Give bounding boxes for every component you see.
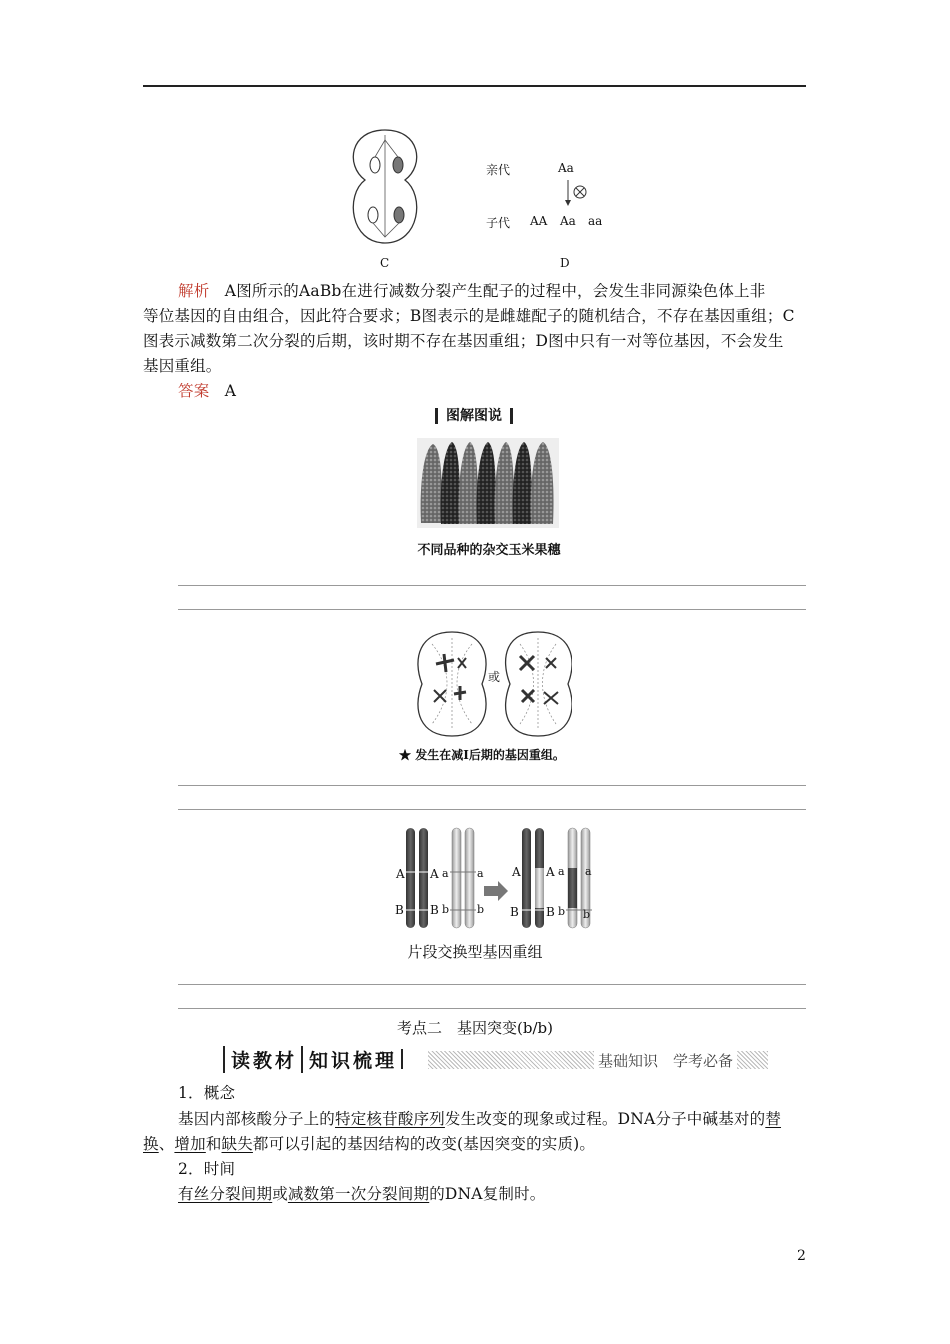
- item1-text-c: 、: [158, 1135, 175, 1153]
- item1-text-e: 都可以引起的基因结构的改变(基因突变的实质)。: [252, 1135, 596, 1153]
- item1-text-b: 发生改变的现象或过程。DNA分子中碱基对的: [444, 1110, 766, 1128]
- banner-2-left1: 读教材: [223, 1046, 301, 1073]
- xo-label-a3: a: [442, 867, 449, 880]
- corn-image: [417, 438, 559, 528]
- figure-c-cell: [340, 125, 430, 250]
- meiosis-caption-line: [399, 746, 565, 763]
- offspring-aa3: aa: [588, 214, 603, 228]
- xo-label-b8: b: [583, 908, 591, 921]
- banner-2-right: 基础知识 学考必备: [594, 1050, 737, 1071]
- answer-label: 答案: [178, 382, 210, 400]
- parent-label: 亲代: [486, 163, 511, 177]
- blank-line-4[interactable]: [178, 809, 806, 810]
- section-banner: [414, 405, 534, 425]
- banner-2: [223, 1045, 403, 1073]
- page-number: 2: [797, 1248, 806, 1264]
- answer-value: A: [224, 382, 237, 400]
- header-rule: [143, 85, 806, 87]
- meiosis-caption: 发生在减Ⅰ后期的基因重组。: [415, 748, 565, 762]
- blank-line-1[interactable]: [178, 585, 806, 586]
- or-label: 或: [488, 670, 501, 684]
- xo-label-b4: b: [477, 903, 485, 916]
- item1-underline-1: 特定核苷酸序列: [335, 1110, 445, 1128]
- xo-label-b1: B: [395, 903, 404, 917]
- item2-underline-1: 有丝分裂间期: [178, 1185, 273, 1203]
- analysis-line3: 图表示减数第二次分裂的后期，该时期不存在基因重组；D图中只有一对等位基因，不会发生: [143, 332, 784, 350]
- item1-underline-2: 替: [765, 1110, 782, 1128]
- selfing-arrow-icon: [560, 178, 590, 208]
- item1-line2: [143, 1132, 808, 1158]
- crossover-figure: [392, 824, 602, 934]
- offspring-aa2: Aa: [560, 214, 576, 228]
- parent-genotype: Aa: [558, 161, 574, 175]
- xo-label-a8: a: [585, 865, 592, 878]
- item1-underline-4: 增加: [174, 1135, 206, 1153]
- xo-label-a4: a: [477, 867, 484, 880]
- item2-line: [178, 1182, 810, 1208]
- item1-text-a: 基因内部核酸分子上的: [178, 1110, 336, 1128]
- item2-underline-2: 减数第一次分裂间期: [287, 1185, 430, 1203]
- analysis-line2: 等位基因的自由组合，因此符合要求；B图表示的是雌雄配子的随机结合，不存在基因重组；C: [143, 307, 795, 325]
- xo-label-b7: b: [558, 905, 566, 918]
- corn-caption: 不同品种的杂交玉米果穗: [417, 543, 561, 558]
- blank-line-2[interactable]: [178, 609, 806, 610]
- analysis-line1: [178, 279, 808, 305]
- crossover-caption: 片段交换型基因重组: [407, 943, 543, 961]
- xo-label-b5: B: [510, 905, 519, 919]
- item1-line1: [178, 1107, 810, 1133]
- xo-label-a5: A: [512, 865, 521, 879]
- blank-line-5[interactable]: [178, 984, 806, 985]
- label-d: D: [560, 256, 570, 270]
- xo-label-b6: B: [546, 905, 555, 919]
- star-icon: ★: [399, 748, 412, 762]
- item1-text-d: 和: [205, 1135, 222, 1153]
- xo-label-b2: B: [430, 903, 439, 917]
- banner-2-left2: 知识梳理: [301, 1046, 401, 1073]
- analysis-line4: 基因重组。: [143, 357, 222, 375]
- section-heading-2: 考点二 基因突变(b/b): [397, 1019, 553, 1037]
- analysis-text1: A图所示的AaBb在进行减数分裂产生配子的过程中，会发生非同源染色体上非: [224, 282, 766, 300]
- xo-label-b3: b: [442, 903, 450, 916]
- answer-line: [178, 379, 236, 405]
- item2-title: 2．时间: [178, 1160, 236, 1178]
- xo-label-a1: A: [396, 867, 405, 881]
- blank-line-6[interactable]: [178, 1008, 806, 1009]
- offspring-aa1: AA: [530, 214, 548, 228]
- xo-label-a7: a: [558, 865, 565, 878]
- analysis-label: 解析: [178, 282, 210, 300]
- item2-text-b: 的DNA复制时。: [429, 1185, 546, 1203]
- offspring-label: 子代: [486, 216, 511, 230]
- item1-underline-3: 换: [143, 1135, 159, 1153]
- xo-label-a6: A: [546, 865, 555, 879]
- item1-title: 1．概念: [178, 1084, 236, 1102]
- section-banner-text: 图解图说: [435, 408, 513, 424]
- label-c: C: [380, 256, 390, 270]
- blank-line-3[interactable]: [178, 785, 806, 786]
- xo-label-a2: A: [430, 867, 439, 881]
- item1-underline-5: 缺失: [221, 1135, 253, 1153]
- item2-text-a: 或: [272, 1185, 288, 1203]
